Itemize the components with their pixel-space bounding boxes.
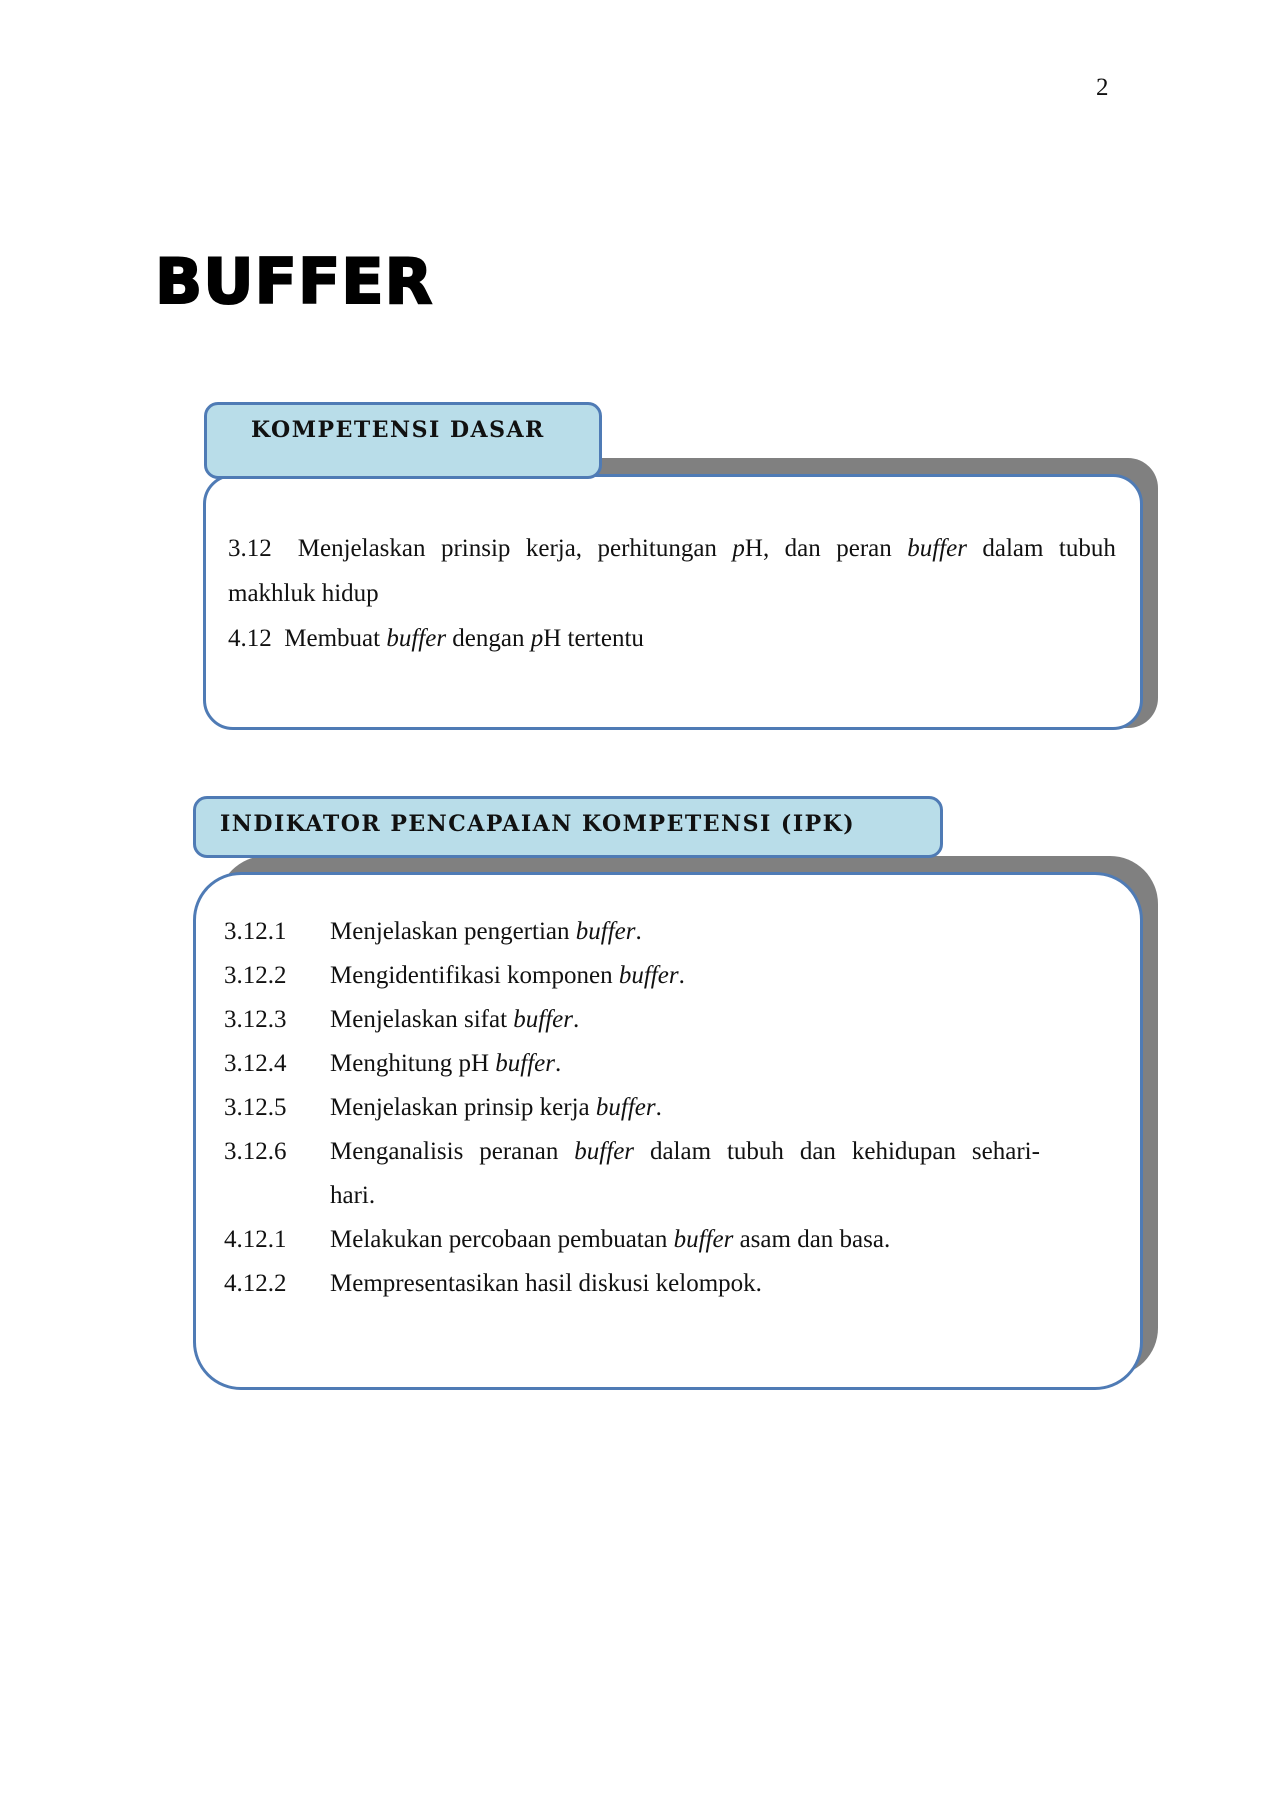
- ipk-text-pre: Menjelaskan prinsip kerja: [330, 1094, 596, 1121]
- kd-item-3-12-line2: makhluk hidup: [228, 580, 379, 607]
- ipk-text-pre: Mengidentifikasi komponen: [330, 962, 619, 989]
- ipk-text-pre: Menjelaskan sifat: [330, 1006, 514, 1033]
- ipk-word: sehari-: [971, 1138, 1040, 1165]
- ipk-text-pre: Mempresentasikan hasil diskusi kelompok.: [330, 1270, 762, 1297]
- kd-word-ph: pH,: [732, 535, 770, 562]
- ipk-text: [330, 998, 1040, 1042]
- list-item: [224, 998, 1040, 1042]
- ipk-word: peranan: [479, 1138, 559, 1165]
- ipk-word-buffer: buffer: [574, 1138, 635, 1165]
- ipk-text-pre: Menghitung pH: [330, 1050, 496, 1077]
- kd-item-text-em2: p: [530, 625, 544, 652]
- kd-word: kerja,: [525, 535, 583, 562]
- ipk-text-line2: hari.: [330, 1182, 376, 1209]
- ipk-text: [330, 1130, 1040, 1218]
- kompetensi-dasar-heading: KOMPETENSI DASAR: [204, 402, 602, 479]
- ipk-code: 4.12.2: [224, 1270, 287, 1297]
- kd-word: Menjelaskan: [297, 535, 426, 562]
- list-item: [224, 910, 1040, 954]
- ipk-text: [330, 1218, 1040, 1262]
- ipk-code: 3.12.6: [224, 1138, 287, 1165]
- ipk-text: [330, 1086, 1040, 1130]
- ipk-word: dan: [799, 1138, 836, 1165]
- kd-item-text-pre: Membuat: [284, 625, 387, 652]
- kd-item-code: 3.12: [228, 535, 272, 562]
- ipk-text-pre: Melakukan percobaan pembuatan: [330, 1226, 674, 1253]
- list-item: [224, 1042, 1040, 1086]
- kd-item-text-post: H tertentu: [543, 625, 644, 652]
- ipk-text: [330, 954, 1040, 998]
- list-item: [224, 1130, 1040, 1218]
- ipk-word: kehidupan: [851, 1138, 956, 1165]
- kd-item-text: [298, 526, 1116, 571]
- ipk-word: dalam: [649, 1138, 712, 1165]
- ipk-text: [330, 1262, 1040, 1306]
- kd-item-4-12: [228, 616, 1116, 661]
- ipk-word: Menganalisis: [330, 1138, 464, 1165]
- ipk-list: [224, 910, 1040, 1306]
- ipk-word: tubuh: [726, 1138, 784, 1165]
- ipk-code: 3.12.5: [224, 1094, 287, 1121]
- ipk-text-post: .: [655, 1094, 662, 1121]
- ipk-heading: INDIKATOR PENCAPAIAN KOMPETENSI (IPK): [193, 796, 943, 858]
- kd-word-buffer: buffer: [907, 535, 967, 562]
- ipk-text-em: buffer: [618, 962, 679, 989]
- ipk-code: 3.12.1: [224, 918, 287, 945]
- ipk-text: [330, 1042, 1040, 1086]
- ipk-text-em: buffer: [595, 1094, 656, 1121]
- ipk-text-post: .: [635, 918, 642, 945]
- list-item: [224, 954, 1040, 998]
- kd-word: tubuh: [1058, 535, 1116, 562]
- kd-item-text-mid: dengan: [446, 625, 531, 652]
- ipk-code: 3.12.4: [224, 1050, 287, 1077]
- ipk-text-line1: [330, 1130, 1040, 1174]
- page-number: 2: [1096, 74, 1109, 101]
- list-item: [224, 1218, 1040, 1262]
- ipk-text-em: buffer: [673, 1226, 734, 1253]
- kd-word: peran: [836, 535, 892, 562]
- page-title: BUFFER: [155, 245, 434, 318]
- ipk-text-post: .: [678, 962, 685, 989]
- kd-word: dalam: [982, 535, 1044, 562]
- kd-word: dan: [784, 535, 821, 562]
- ipk-text-post: .: [555, 1050, 562, 1077]
- ipk-code: 3.12.3: [224, 1006, 287, 1033]
- kd-word: prinsip: [440, 535, 511, 562]
- kd-item-3-12-line1: [228, 526, 1116, 571]
- ipk-code: 4.12.1: [224, 1226, 287, 1253]
- ipk-text-em: buffer: [575, 918, 636, 945]
- ipk-text-em: buffer: [495, 1050, 555, 1077]
- list-item: [224, 1086, 1040, 1130]
- kd-word: perhitungan: [597, 535, 717, 562]
- ipk-code: 3.12.2: [224, 962, 287, 989]
- kd-item-text-em: buffer: [386, 625, 447, 652]
- list-item: [224, 1262, 1040, 1306]
- ipk-text-em: buffer: [513, 1006, 573, 1033]
- ipk-text-pre: Menjelaskan pengertian: [330, 918, 576, 945]
- ipk-text-post: asam dan basa.: [733, 1226, 891, 1253]
- ipk-text-post: .: [573, 1006, 580, 1033]
- kd-item-code: 4.12: [228, 625, 272, 652]
- kompetensi-dasar-content: [228, 526, 1116, 661]
- ipk-text: [330, 910, 1040, 954]
